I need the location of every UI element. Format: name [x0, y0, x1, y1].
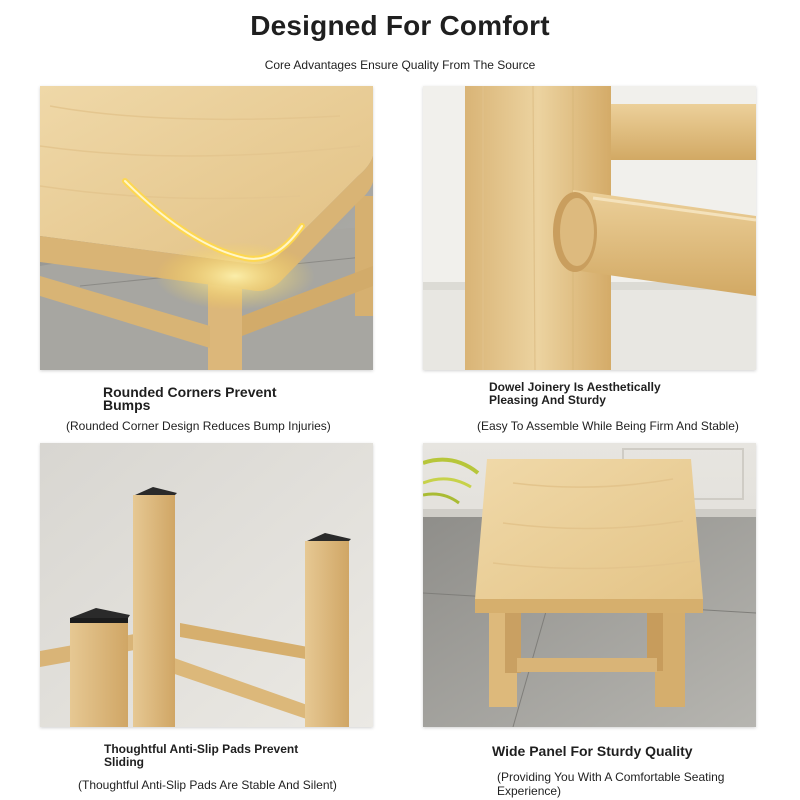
dowel-joinery-photo — [423, 86, 756, 370]
feature-caption-dowel-joinery: Dowel Joinery Is Aesthetically Pleasing And Sturdy — [489, 380, 661, 407]
feature-description-rounded-corners: (Rounded Corner Design Reduces Bump Injuries) — [66, 419, 331, 433]
anti-slip-pads-photo — [40, 443, 373, 727]
page-subtitle: Core Advantages Ensure Quality From The Source — [264, 58, 536, 72]
feature-caption-anti-slip-pads: Thoughtful Anti-Slip Pads Prevent Sliding — [104, 742, 299, 769]
feature-description-dowel-joinery: (Easy To Assemble While Being Firm And Stable) — [477, 419, 739, 433]
feature-caption-rounded-corners: Rounded Corners Prevent Bumps — [103, 384, 277, 413]
feature-caption-wide-panel: Wide Panel For Sturdy Quality — [492, 743, 693, 759]
feature-description-wide-panel: (Providing You With A Comfortable Seating Experience) — [497, 770, 725, 798]
feature-description-anti-slip-pads: (Thoughtful Anti-Slip Pads Are Stable And Silent) — [78, 778, 337, 792]
rounded-corner-photo — [40, 86, 373, 370]
wide-panel-photo — [423, 443, 756, 727]
page-title: Designed For Comfort — [250, 10, 550, 41]
